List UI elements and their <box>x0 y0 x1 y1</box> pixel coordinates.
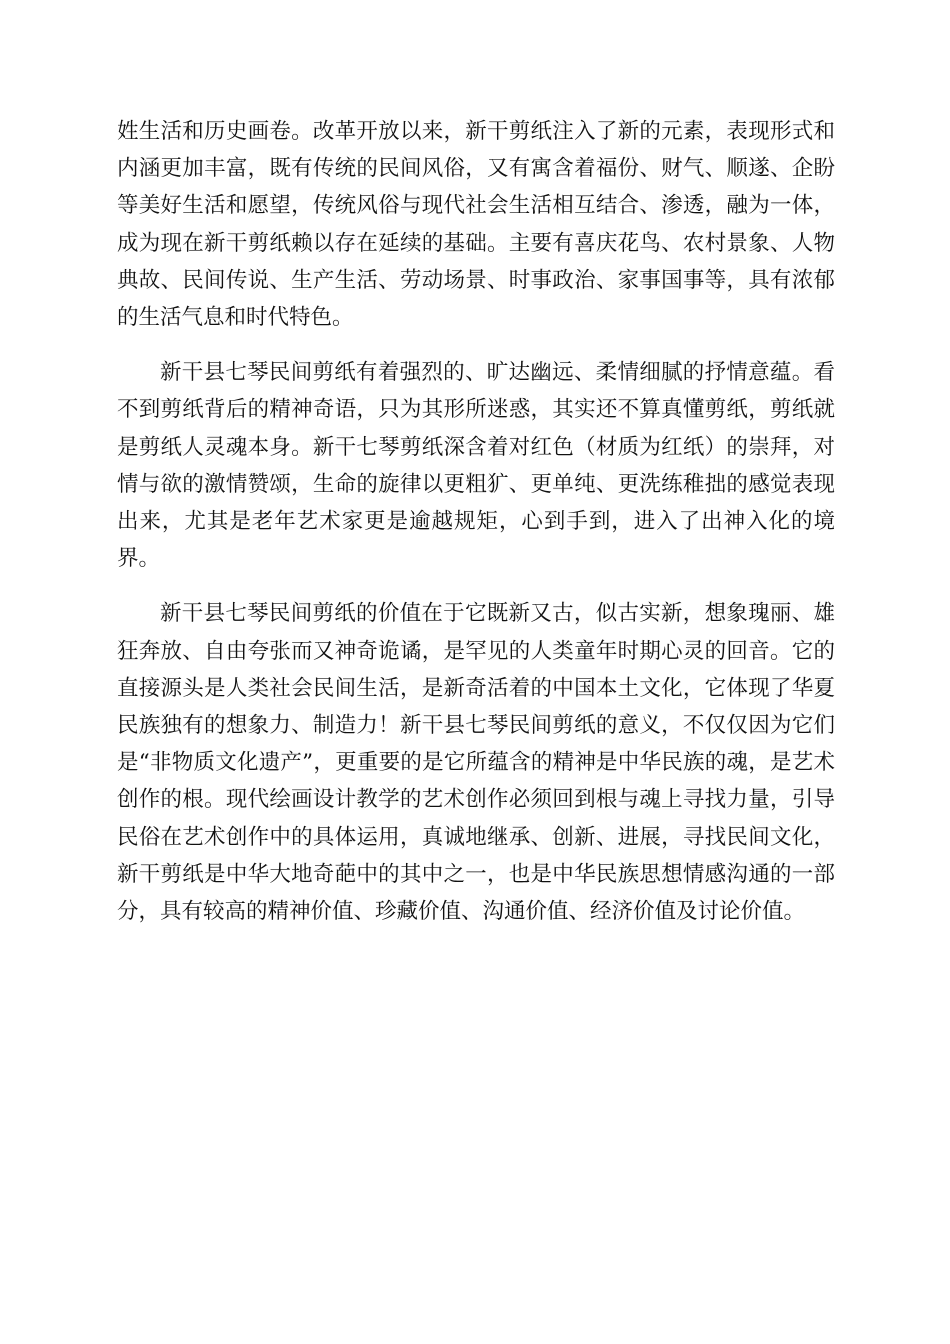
paragraph-expression: 新干县七琴民间剪纸有着强烈的、旷达幽远、柔情细腻的抒情意蕴。看不到剪纸背后的精神奇语，只为其形所迷惑，其实还不算真懂剪纸，剪纸就是剪纸人灵魂本身。新干七琴剪纸深含着对红色（材质为红纸）的崇拜，对情与欲的激情赞颂，生命的旋律以更粗犷、更单纯、更洗练稚拙的感觉表现出来，尤其是老年艺术家更是逾越规矩，心到手到，进入了出神入化的境界。 <box>117 360 835 572</box>
document-page <box>117 113 835 948</box>
paragraph-value: 新干县七琴民间剪纸的价值在于它既新又古，似古实新，想象瑰丽、雄狂奔放、自由夸张而又神奇诡谲，是罕见的人类童年时期心灵的回音。它的直接源头是人类社会民间生活，是新奇活着的中国本土文化，它体现了华夏民族独有的想象力、制造力！新干县七琴民间剪纸的意义，不仅仅因为它们是“非物质文化遗产”，更重要的是它所蕴含的精神是中华民族的魂，是艺术创作的根。现代绘画设计教学的艺术创作必须回到根与魂上寻找力量，引导民俗在艺术创作中的具体运用，真诚地继承、创新、进展，寻找民间文化，新干剪纸是中华大地奇葩中的其中之一，也是中华民族思想情感沟通的一部分，具有较高的精神价值、珍藏价值、沟通价值、经济价值及讨论价值。 <box>117 601 835 925</box>
paragraph-continuation: 姓生活和历史画卷。改革开放以来，新干剪纸注入了新的元素，表现形式和内涵更加丰富，既有传统的民间风俗，又有寓含着福份、财气、顺遂、企盼等美好生活和愿望，传统风俗与现代社会生活相互结合、渗透，融为一体，成为现在新干剪纸赖以存在延续的基础。主要有喜庆花鸟、农村景象、人物典故、民间传说、生产生活、劳动场景、时事政治、家事国事等，具有浓郁的生活气息和时代特色。 <box>117 119 835 331</box>
